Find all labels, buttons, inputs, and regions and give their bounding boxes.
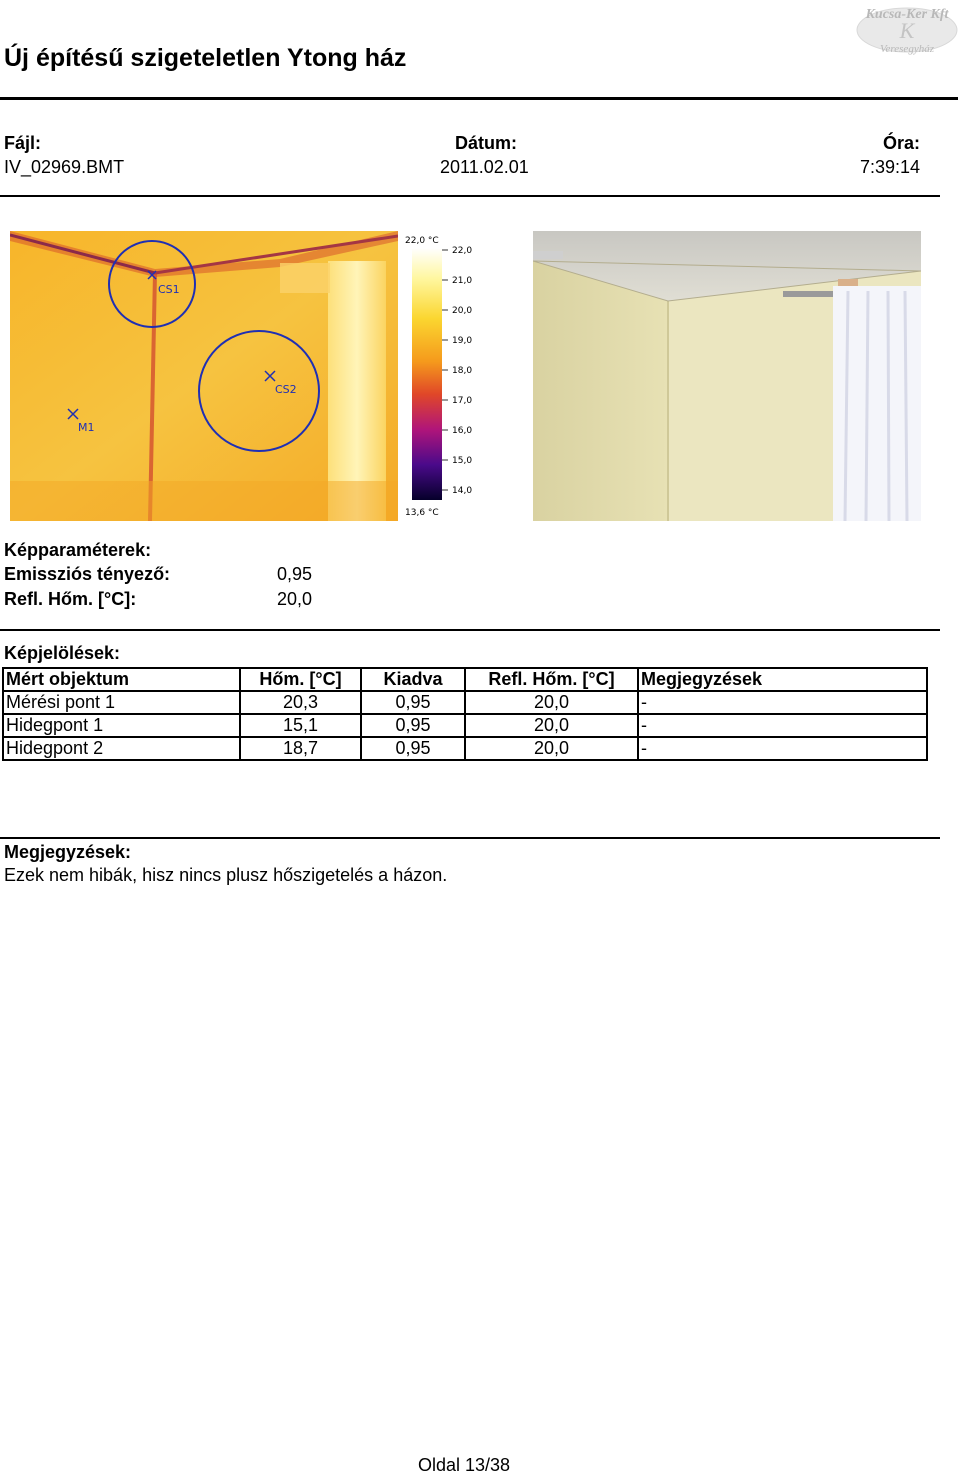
temperature-scale (400, 231, 480, 521)
notes-heading: Megjegyzések: (4, 842, 132, 862)
cell-object: Hidegpont 2 (3, 737, 240, 760)
image-params-heading: Képparaméterek: (4, 540, 152, 560)
page-title: Új építésű szigeteletlen Ytong ház (4, 44, 407, 72)
cell-object: Hidegpont 1 (3, 714, 240, 737)
col-header-notes: Megjegyzések (638, 668, 927, 691)
logo-name: Kucsa-Ker Kft (865, 7, 949, 22)
info-rule (0, 195, 940, 197)
scale-tick-label: 18,0 (452, 366, 473, 376)
logo-monogram: K (899, 18, 915, 43)
scale-min-label: 13,6 °C (405, 508, 439, 518)
file-label: Fájl: (4, 133, 42, 153)
cell-emissivity: 0,95 (361, 691, 465, 714)
params-rule (0, 629, 940, 631)
scale-tick-label: 15,0 (452, 456, 473, 466)
marker-m1-label: M1 (78, 421, 95, 434)
notes-text: Ezek nem hibák, hisz nincs plusz hőszigetelés a házon. (4, 865, 448, 885)
cell-object: Mérési pont 1 (3, 691, 240, 714)
col-header-temp: Hőm. [°C] (240, 668, 361, 691)
table-header-row (3, 668, 927, 691)
header-rule (0, 97, 958, 100)
thermal-image (10, 231, 398, 521)
time-label: Óra: (882, 133, 920, 153)
notes-rule (0, 837, 940, 839)
date-label: Dátum: (455, 133, 517, 153)
cell-temp: 18,7 (240, 737, 361, 760)
col-header-refl-temp: Refl. Hőm. [°C] (465, 668, 638, 691)
page-number: Oldal 13/38 (417, 1455, 511, 1475)
cell-refl-temp: 20,0 (465, 691, 638, 714)
col-header-emissivity: Kiadva (361, 668, 465, 691)
markings-table (2, 667, 928, 761)
room-photo (533, 231, 921, 521)
cell-notes: - (638, 737, 927, 760)
cell-temp: 15,1 (240, 714, 361, 737)
cell-emissivity: 0,95 (361, 737, 465, 760)
cell-notes: - (638, 691, 927, 714)
cell-notes: - (638, 714, 927, 737)
scale-tick-label: 19,0 (452, 336, 473, 346)
scale-tick-label: 14,0 (452, 486, 473, 496)
logo-city: Veresegyház (880, 43, 934, 55)
emissivity-label: Emissziós tényező: (4, 564, 171, 584)
scale-tick-label: 22,0 (452, 246, 473, 256)
scale-tick-label: 21,0 (452, 276, 473, 286)
scale-tick-label: 20,0 (452, 306, 473, 316)
emissivity-value: 0,95 (277, 564, 313, 584)
marker-cs1-label: CS1 (158, 283, 180, 296)
table-row (3, 691, 927, 714)
table-row (3, 737, 927, 760)
scale-max-label: 22,0 °C (405, 236, 439, 246)
refl-temp-label: Refl. Hőm. [°C]: (4, 589, 137, 609)
col-header-object: Mért objektum (3, 668, 240, 691)
scale-tick-label: 16,0 (452, 426, 473, 436)
date-value: 2011.02.01 (440, 157, 529, 177)
cell-temp: 20,3 (240, 691, 361, 714)
refl-temp-value: 20,0 (277, 589, 313, 609)
marker-cs2-label: CS2 (275, 383, 297, 396)
cell-emissivity: 0,95 (361, 714, 465, 737)
company-logo (854, 2, 960, 58)
scale-tick-label: 17,0 (452, 396, 473, 406)
cell-refl-temp: 20,0 (465, 737, 638, 760)
file-value: IV_02969.BMT (4, 157, 125, 177)
markings-heading: Képjelölések: (4, 643, 121, 663)
table-row (3, 714, 927, 737)
time-value: 7:39:14 (859, 157, 920, 177)
cell-refl-temp: 20,0 (465, 714, 638, 737)
